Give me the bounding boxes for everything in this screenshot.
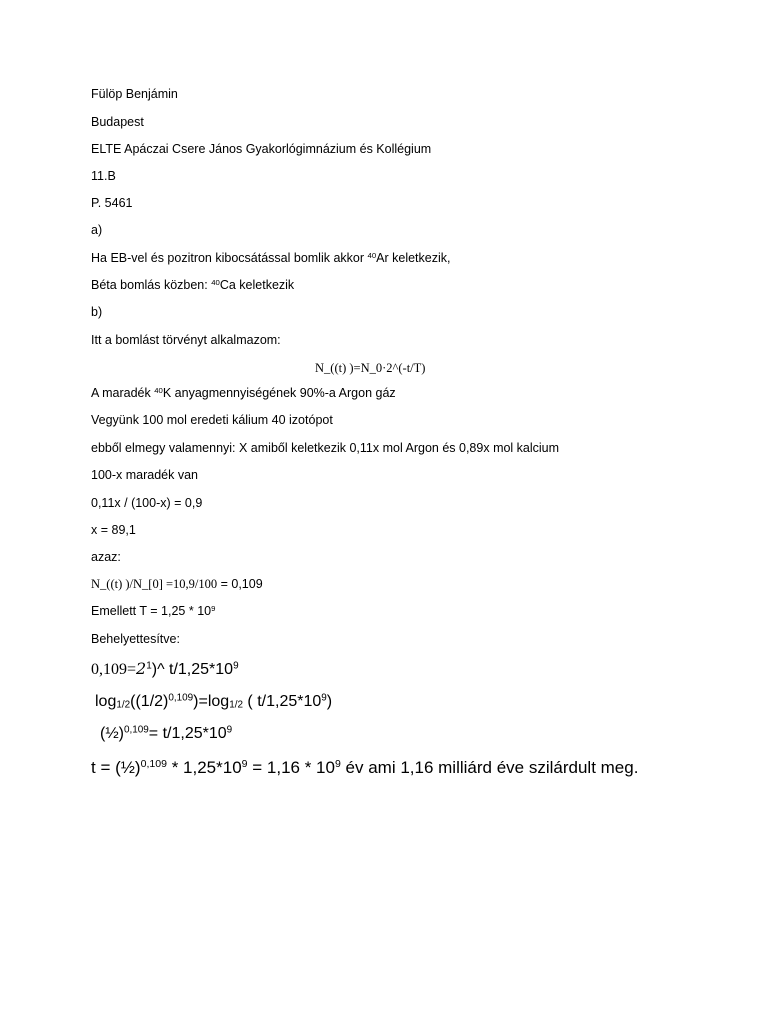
- city: Budapest: [91, 115, 144, 129]
- equation-3: (½)$^{0,109}$= $t/1,25*10^9$: [100, 724, 233, 742]
- school-name: ELTE Apáczai Csere János Gyakorlógimnázium és Kollégium: [91, 142, 432, 156]
- problem-number: P. 5461: [91, 196, 133, 210]
- part-a-label: a): [91, 223, 103, 237]
- remaining-potassium-line: A maradék $^{40}$K anyagmennyiségének 90%-a Argon gáz: [91, 385, 396, 400]
- half-life-line: Emellett $T = 1,25 * 10^9$: [91, 603, 216, 618]
- equation-2: $\log_{1/2}((1/2)^{0,109})=\log_{1/2}$ ( $t/1,25*10^9$): [95, 692, 333, 711]
- equation-1: $0,109=2^1)\^{}$ $t/1,25*10^9$: [91, 659, 239, 678]
- substitution-label: Behelyettesítve:: [91, 632, 180, 646]
- part-a-calcium-line: Béta bomlás közben: $^{40}$Ca keletkezik: [91, 277, 295, 292]
- part-a-argon-line: Ha EB-vel és pozitron kibocsátással bomlik akkor $^{40}$Ar keletkezik,: [91, 250, 451, 265]
- assumption-line: Vegyünk 100 mol eredeti kálium 40 izotópot: [91, 413, 333, 427]
- x-value: x = 89,1: [91, 523, 136, 537]
- class-name: 11.B: [91, 169, 116, 183]
- decay-law-formula: N_((t) )=N_0·2^(-t/T): [315, 361, 426, 375]
- author-name: Fülöp Benjámin: [91, 87, 178, 101]
- azaz-label: azaz:: [91, 550, 121, 564]
- ratio-result: N_((t) )/N_[0] =10,9/100 = 0,109: [91, 577, 263, 591]
- ratio-equation: 0,11x / (100-x) = 0,9: [91, 496, 203, 510]
- decay-law-intro: Itt a bomlást törvényt alkalmazom:: [91, 333, 281, 347]
- part-b-label: b): [91, 305, 103, 319]
- decay-products-line: ebből elmegy valamennyi: X amiből keletkezik 0,11x mol Argon és 0,89x mol kalcium: [91, 441, 560, 455]
- final-result: t = (½)$^{0,109}$ * $1,25*10^9 = 1,16 * 10^9$ év ami 1,16 milliárd éve szilárdult meg.: [91, 758, 639, 777]
- remaining-line: 100-x maradék van: [91, 468, 199, 482]
